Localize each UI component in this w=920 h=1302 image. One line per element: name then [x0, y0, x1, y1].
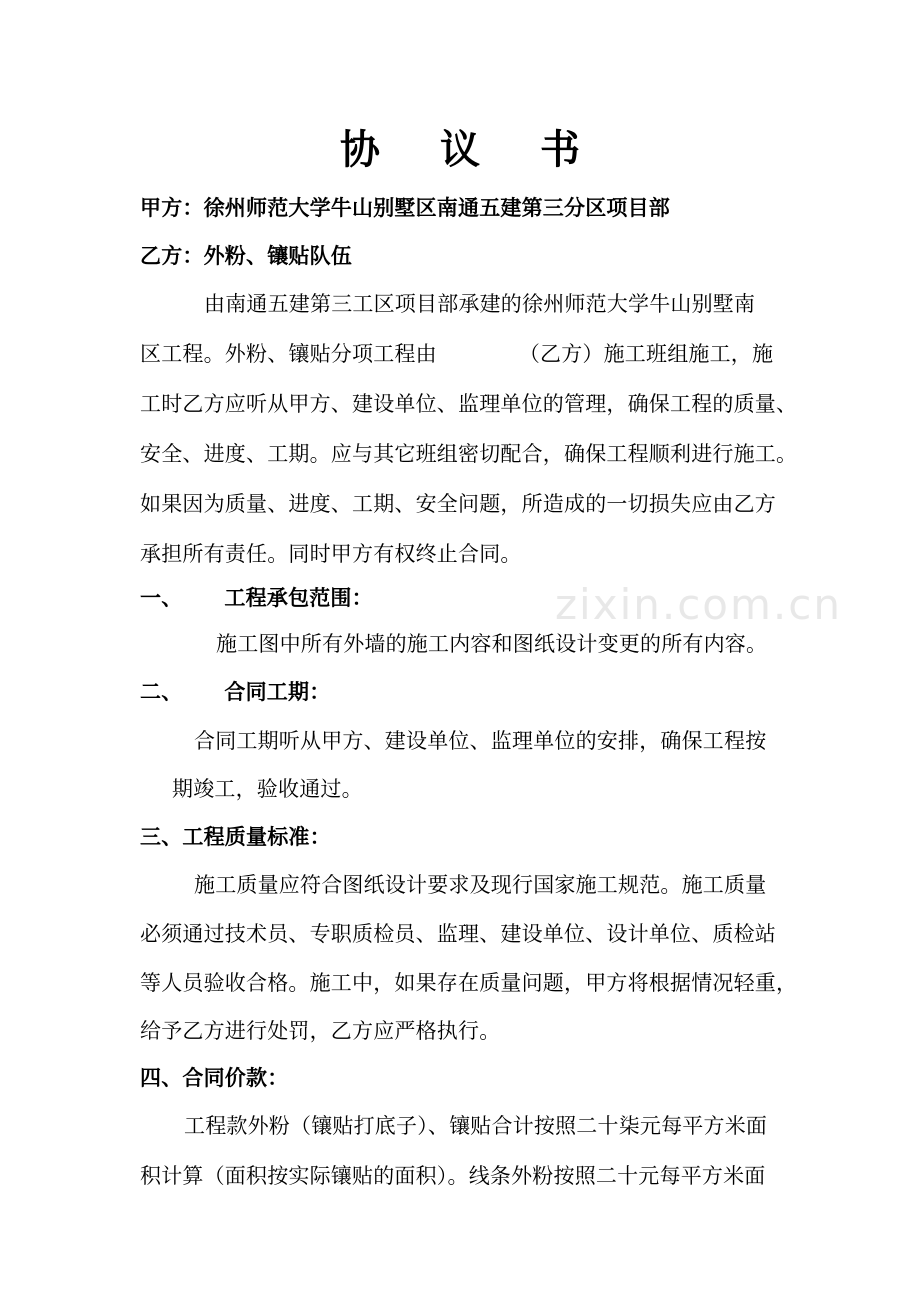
intro-line: 安全、进度、工期。应与其它班组密切配合，确保工程顺利进行施工。 [140, 442, 798, 466]
title-char: 议 [440, 126, 480, 173]
section3-heading: 三、工程质量标准： [140, 825, 331, 849]
section1-heading [140, 583, 373, 613]
watermark: zixin.com.cn [555, 580, 842, 629]
section-number: 一、 [140, 586, 183, 610]
section1-body: 施工图中所有外墙的施工内容和图纸设计变更的所有内容。 [216, 632, 768, 656]
section4-heading: 四、合同价款： [140, 1066, 289, 1090]
intro-line: 如果因为质量、进度、工期、安全问题，所造成的一切损失应由乙方 [140, 492, 776, 516]
section2-heading [140, 677, 330, 707]
title-char: 书 [540, 126, 580, 173]
section2-body: 合同工期听从甲方、建设单位、监理单位的安排，确保工程按 [194, 729, 767, 753]
intro-line: 工时乙方应听从甲方、建设单位、监理单位的管理，确保工程的质量、 [140, 392, 798, 416]
section4-body: 积计算（面积按实际镶贴的面积）。线条外粉按照二十元每平方米面 [140, 1164, 766, 1188]
intro-line: 承担所有责任。同时甲方有权终止合同。 [140, 542, 522, 566]
section-number: 二、 [140, 680, 183, 704]
section3-body: 施工质量应符合图纸设计要求及现行国家施工规范。施工质量 [194, 873, 767, 897]
intro-line [140, 339, 773, 369]
section-title: 合同工期： [224, 680, 331, 704]
section3-body: 必须通过技术员、专职质检员、监理、建设单位、设计单位、质检站 [140, 922, 776, 946]
section2-body: 期竣工，验收通过。 [172, 777, 363, 801]
party-a: 甲方：徐州师范大学牛山别墅区南通五建第三分区项目部 [140, 196, 670, 220]
party-b: 乙方：外粉、镶贴队伍 [140, 244, 352, 268]
intro-line: 由南通五建第三工区项目部承建的徐州师范大学牛山别墅南 [204, 292, 756, 316]
section4-body: 工程款外粉（镶贴打底子）、镶贴合计按照二十柒元每平方米面 [184, 1114, 768, 1138]
section3-body: 给予乙方进行处罚，乙方应严格执行。 [140, 1019, 501, 1043]
title-char: 协 [340, 126, 380, 173]
intro-fragment: （乙方）施工班组施工，施 [518, 342, 774, 366]
section3-body: 等人员验收合格。施工中，如果存在质量问题，甲方将根据情况轻重， [140, 971, 798, 995]
section-title: 工程承包范围： [224, 586, 373, 610]
intro-fragment: 区工程。外粉、镶贴分项工程由 [140, 342, 437, 366]
document-title [0, 122, 920, 178]
